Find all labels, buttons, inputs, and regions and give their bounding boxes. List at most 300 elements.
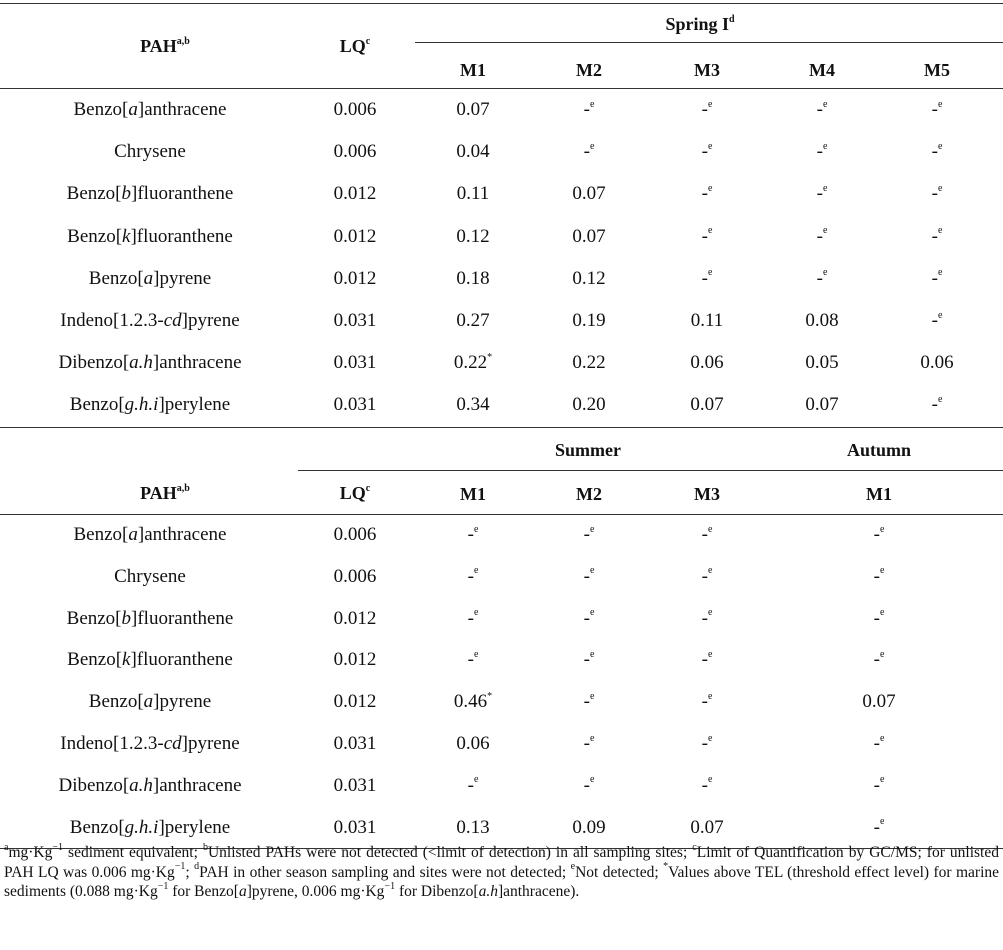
value-cell-block2-6-3 [829, 774, 929, 798]
footnote-part: −1 [157, 880, 169, 892]
value-note: e [822, 183, 828, 195]
value-cell-block1-6-2 [657, 351, 757, 375]
pah-name-pre: Indeno[1.2.3- [60, 310, 164, 331]
value-text: - [583, 733, 590, 754]
value-cell-block2-1-0 [423, 565, 523, 589]
value-text: - [467, 565, 474, 587]
pah-name-pre: Benzo[ [73, 99, 129, 120]
value-note: e [707, 774, 713, 786]
value-cell-block1-2-3 [772, 182, 872, 206]
value-cell-block1-5-0 [423, 309, 523, 333]
value-text: - [816, 141, 823, 163]
value-cell-block1-5-3 [772, 309, 872, 333]
value-note: e [707, 649, 713, 661]
value-cell-block1-5-4 [887, 309, 987, 333]
pah-name-block2-3 [0, 648, 300, 672]
lq-value-block1-5: 0.031 [333, 310, 377, 331]
value-cell-block1-1-2 [657, 140, 757, 164]
value-cell-block2-0-1 [539, 523, 639, 547]
pah-name-pre: Benzo[ [69, 816, 125, 838]
footnote-part: for Dibenzo[ [395, 883, 479, 900]
value-cell-block1-6-1 [539, 351, 639, 375]
value-text: - [583, 774, 590, 796]
value-cell-block1-7-4 [887, 393, 987, 417]
value-note: e [937, 183, 943, 195]
header2-pah [90, 481, 240, 505]
value-cell-block2-7-1 [539, 816, 639, 840]
pah-name-pre: Benzo[ [67, 649, 123, 671]
lq-value-block1-2: 0.012 [333, 183, 377, 205]
value-text: 0.46 [453, 691, 488, 713]
value-text: 0.07 [572, 183, 606, 205]
pah-name-italic: k [122, 225, 131, 247]
value-cell-block1-2-1 [539, 182, 639, 206]
value-text: 0.22 [572, 352, 606, 374]
header-pah-label: PAH [140, 36, 177, 56]
value-text: 0.22 [453, 352, 488, 374]
value-note: e [473, 649, 479, 661]
value-cell-block2-1-3 [829, 565, 929, 589]
pah-name-block1-3 [0, 225, 300, 249]
value-cell-block1-5-1 [539, 309, 639, 333]
value-note: e [589, 98, 595, 110]
value-cell-block2-3-0 [423, 648, 523, 672]
value-text: - [931, 225, 938, 247]
value-note: e [589, 690, 595, 702]
value-cell-block1-7-3 [772, 393, 872, 417]
value-text: - [873, 816, 880, 838]
footnote-part: a [238, 883, 247, 900]
pah-name-block2-1 [0, 565, 300, 589]
value-cell-block1-3-2 [657, 225, 757, 249]
value-note: e [879, 774, 885, 786]
value-text: - [467, 607, 474, 629]
header-pah-sup: a,b [176, 36, 190, 47]
footnote-part: ]pyrene, 0.006 mg·Kg [246, 883, 385, 900]
value-note: e [879, 816, 885, 828]
value-text: 0.20 [572, 394, 606, 416]
value-text: 0.04 [456, 141, 490, 163]
header-pah [90, 34, 240, 58]
value-cell-block2-4-1 [539, 690, 639, 714]
value-text: 0.07 [805, 394, 839, 416]
value-cell-block2-0-3 [829, 523, 929, 547]
block-divider-rule [0, 427, 1003, 428]
value-cell-block2-4-3 [829, 690, 929, 714]
value-text: - [873, 733, 880, 754]
lq-value-block1-6: 0.031 [333, 352, 377, 374]
value-cell-block1-4-3 [772, 267, 872, 291]
lq-value-block2-0: 0.006 [333, 524, 377, 545]
value-note: * [487, 351, 493, 363]
value-note: e [473, 523, 479, 535]
value-text: - [701, 774, 708, 796]
value-text: - [931, 183, 938, 205]
table-footnote [4, 843, 999, 902]
column-header-block1-2: M3 [694, 60, 720, 80]
pah-name-block2-2 [0, 607, 300, 631]
value-note: e [707, 183, 713, 195]
lq-value-block2-4: 0.012 [333, 691, 377, 713]
lq-value-block1-0: 0.006 [333, 99, 377, 120]
value-text: - [701, 733, 708, 754]
pah-name-italic: g.h.i [124, 816, 159, 838]
value-note: e [937, 225, 943, 237]
value-note: e [589, 140, 595, 152]
column-header-block1-0: M1 [460, 60, 486, 80]
value-note: e [879, 523, 885, 535]
value-text: - [931, 99, 938, 120]
value-cell-block1-3-3 [772, 225, 872, 249]
value-cell-block2-6-2 [657, 774, 757, 798]
footnote-part: * [663, 861, 669, 873]
value-note: e [473, 774, 479, 786]
column-header-block2-2: M3 [694, 484, 720, 504]
value-text: - [816, 99, 823, 120]
value-note: e [822, 267, 828, 279]
value-note: e [937, 98, 943, 110]
footnote-part: a.h [478, 883, 498, 900]
pah-name-block2-0 [0, 523, 300, 547]
pah-name-block2-7 [0, 816, 300, 840]
lq-value-block1-7: 0.031 [333, 394, 377, 416]
value-cell-block2-5-1 [539, 732, 639, 756]
value-text: - [701, 183, 708, 205]
value-note: e [937, 140, 943, 152]
value-text: - [583, 607, 590, 629]
pah-name-italic: g.h.i [124, 394, 159, 416]
pah-name-pre: Chrysene [114, 565, 186, 587]
lq-value-block1-4: 0.012 [333, 267, 377, 289]
value-cell-block2-7-0 [423, 816, 523, 840]
spring-group-sup: d [728, 14, 735, 25]
footnote-part: ; [185, 863, 195, 881]
value-note: e [937, 267, 943, 279]
value-cell-block1-0-2 [657, 98, 757, 122]
value-cell-block1-4-4 [887, 267, 987, 291]
value-text: - [873, 565, 880, 587]
value-text: 0.07 [572, 225, 606, 247]
top-rule [0, 3, 1003, 4]
value-text: 0.19 [572, 310, 606, 331]
footnote-part: Not detected; [575, 863, 664, 881]
value-text: - [583, 691, 590, 713]
header1-bottom-rule [0, 88, 1003, 89]
value-note: e [937, 309, 943, 321]
column-header-block2-3: M1 [866, 484, 892, 504]
value-cell-block1-6-3 [772, 351, 872, 375]
footnote-part: d [194, 861, 200, 873]
autumn-group-label: Autumn [846, 440, 912, 460]
value-text: - [931, 141, 938, 163]
value-text: - [816, 225, 823, 247]
value-cell-block1-2-0 [423, 182, 523, 206]
value-text: 0.07 [690, 394, 724, 416]
footnote-part: c [692, 841, 697, 853]
pah-name-block2-4 [0, 690, 300, 714]
value-cell-block1-7-2 [657, 393, 757, 417]
value-note: e [707, 690, 713, 702]
pah-name-italic: a [143, 267, 154, 289]
pah-name-pre: Benzo[ [67, 225, 123, 247]
pah-name-post: ]anthracene [137, 524, 227, 545]
value-text: - [816, 183, 823, 205]
value-note: e [822, 98, 828, 110]
header-lq [305, 34, 405, 58]
lq-value-block2-2: 0.012 [333, 607, 377, 629]
summer-group-label: Summer [555, 440, 621, 460]
value-cell-block1-7-0 [423, 393, 523, 417]
pah-name-pre: Benzo[ [88, 267, 144, 289]
value-text: - [816, 267, 823, 289]
pah-name-post: ]pyrene [153, 691, 212, 713]
pah-name-post: ]fluoranthene [131, 183, 234, 205]
value-text: 0.07 [690, 816, 724, 838]
header2-lq-label: LQ [339, 483, 366, 503]
value-cell-block2-6-0 [423, 774, 523, 798]
value-note: e [473, 565, 479, 577]
value-cell-block2-2-2 [657, 607, 757, 631]
value-cell-block2-4-2 [657, 690, 757, 714]
value-note: e [879, 649, 885, 661]
value-text: 0.11 [456, 183, 490, 205]
value-cell-block2-7-3 [829, 816, 929, 840]
pah-name-block1-4 [0, 267, 300, 291]
value-note: e [707, 140, 713, 152]
value-cell-block2-0-0 [423, 523, 523, 547]
footnote-part: sediment equivalent; [63, 844, 203, 861]
footnote-part: for Benzo[ [168, 883, 239, 900]
value-text: - [583, 99, 590, 120]
value-note: e [707, 565, 713, 577]
value-text: - [701, 225, 708, 247]
value-cell-block2-7-2 [657, 816, 757, 840]
value-text: - [701, 649, 708, 671]
pah-name-block1-5 [0, 309, 300, 333]
pah-name-pre: Benzo[ [66, 183, 122, 205]
value-text: - [583, 565, 590, 587]
value-text: - [701, 565, 708, 587]
value-text: - [583, 649, 590, 671]
value-cell-block1-5-2 [657, 309, 757, 333]
value-cell-block1-7-1 [539, 393, 639, 417]
value-text: - [873, 649, 880, 671]
header-lq-label: LQ [339, 36, 366, 56]
header-spring-group [600, 12, 800, 36]
pah-name-italic: a [128, 99, 138, 120]
lq-value-block2-6: 0.031 [333, 774, 377, 796]
value-text: - [701, 607, 708, 629]
value-text: 0.08 [805, 310, 839, 331]
value-cell-block2-5-3 [829, 732, 929, 756]
pah-name-post: ]perylene [158, 816, 231, 838]
value-note: e [589, 565, 595, 577]
pah-name-pre: Chrysene [114, 141, 186, 163]
value-note: e [937, 394, 943, 406]
value-cell-block1-2-2 [657, 182, 757, 206]
value-cell-block1-1-3 [772, 140, 872, 164]
pah-name-italic: a [128, 524, 138, 545]
pah-name-post: ]anthracene [152, 352, 242, 374]
pah-name-post: ]pyrene [181, 310, 240, 331]
pah-name-italic: b [121, 607, 132, 629]
value-cell-block1-6-4 [887, 351, 987, 375]
value-note: e [707, 732, 713, 744]
value-note: e [473, 607, 479, 619]
pah-name-post: ]anthracene [152, 774, 242, 796]
value-note: e [589, 774, 595, 786]
header2-summer-group [538, 438, 638, 462]
pah-name-post: ]pyrene [181, 733, 240, 754]
value-note: e [589, 732, 595, 744]
pah-name-post: ]anthracene [137, 99, 227, 120]
value-note: e [707, 267, 713, 279]
value-cell-block2-3-1 [539, 648, 639, 672]
spring-group-label: Spring I [665, 14, 729, 34]
value-cell-block1-3-4 [887, 225, 987, 249]
value-text: - [931, 310, 938, 331]
value-text: 0.27 [456, 310, 490, 331]
value-text: - [931, 394, 938, 416]
footnote-part: ]anthracene). [497, 883, 580, 900]
value-note: e [707, 225, 713, 237]
value-note: e [707, 523, 713, 535]
pah-name-pre: Benzo[ [88, 691, 144, 713]
lq-value-block2-7: 0.031 [333, 816, 377, 838]
pah-name-italic: a.h [129, 774, 153, 796]
value-cell-block1-4-0 [423, 267, 523, 291]
value-text: 0.12 [456, 225, 490, 247]
value-text: 0.09 [572, 816, 606, 838]
pah-name-italic: a [143, 691, 154, 713]
value-text: - [701, 524, 708, 545]
value-text: 0.06 [690, 352, 724, 374]
footnote-part: Limit of Quantification by GC/MS; for unlisted PAH LQ was 0.006 mg·Kg [4, 844, 999, 881]
pah-name-post: ]pyrene [153, 267, 212, 289]
pah-name-pre: Benzo[ [66, 607, 122, 629]
value-cell-block2-5-0 [423, 732, 523, 756]
value-text: 0.06 [456, 733, 490, 754]
value-cell-block1-3-0 [423, 225, 523, 249]
footnote-part: PAH in other season sampling and sites were not detected; [199, 863, 571, 881]
value-cell-block2-2-0 [423, 607, 523, 631]
value-text: 0.07 [862, 691, 896, 713]
value-text: - [873, 774, 880, 796]
value-note: e [879, 607, 885, 619]
header2-pah-sup: a,b [176, 483, 190, 494]
column-header-block1-3: M4 [809, 60, 835, 80]
lq-value-block2-1: 0.006 [333, 565, 377, 587]
value-cell-block1-2-4 [887, 182, 987, 206]
pah-name-pre: Dibenzo[ [58, 352, 130, 374]
value-cell-block2-2-1 [539, 607, 639, 631]
value-cell-block2-1-2 [657, 565, 757, 589]
column-header-block2-0: M1 [460, 484, 486, 504]
value-text: 0.06 [920, 352, 954, 374]
footnote-part: e [570, 861, 576, 873]
value-text: - [467, 649, 474, 671]
pah-name-block1-0 [0, 98, 300, 122]
column-header-block1-1: M2 [576, 60, 602, 80]
value-cell-block1-4-1 [539, 267, 639, 291]
value-cell-block2-0-2 [657, 523, 757, 547]
value-cell-block1-1-4 [887, 140, 987, 164]
value-cell-block1-0-1 [539, 98, 639, 122]
value-cell-block2-3-3 [829, 648, 929, 672]
pah-name-italic: k [122, 649, 131, 671]
value-text: 0.13 [456, 816, 490, 838]
value-text: - [701, 267, 708, 289]
value-text: - [873, 607, 880, 629]
lq-value-block2-3: 0.012 [333, 649, 377, 671]
value-cell-block1-1-1 [539, 140, 639, 164]
footnote-part: Unlisted PAHs were not detected (<limit of detection) in all sampling sites; [207, 844, 693, 861]
pah-name-pre: Dibenzo[ [58, 774, 130, 796]
pah-name-italic: a.h [129, 352, 153, 374]
pah-name-block1-6 [0, 351, 300, 375]
value-text: - [583, 141, 590, 163]
pah-name-block1-2 [0, 182, 300, 206]
lq-value-block2-5: 0.031 [333, 733, 377, 754]
value-text: - [467, 774, 474, 796]
value-text: - [583, 524, 590, 545]
value-text: - [701, 99, 708, 120]
header-lq-sup: c [365, 36, 371, 47]
header2-lq-sup: c [365, 483, 371, 494]
lq-value-block1-1: 0.006 [333, 141, 377, 163]
pah-name-post: ]fluoranthene [130, 225, 233, 247]
value-cell-block2-5-2 [657, 732, 757, 756]
pah-name-italic: b [121, 183, 132, 205]
pah-name-block2-6 [0, 774, 300, 798]
header2-group-rule [298, 470, 1003, 471]
pah-name-pre: Indeno[1.2.3- [60, 733, 164, 754]
value-note: e [707, 607, 713, 619]
value-text: - [701, 691, 708, 713]
column-header-block1-4: M5 [924, 60, 950, 80]
header2-pah-label: PAH [140, 483, 177, 503]
value-note: e [589, 607, 595, 619]
pah-name-block1-1 [0, 140, 300, 164]
pah-name-block1-7 [0, 393, 300, 417]
value-text: - [873, 524, 880, 545]
value-text: - [467, 524, 474, 545]
footnote-part: Values above TEL (threshold effect level) for marine sediments (0.088 mg·Kg [4, 863, 1000, 900]
value-text: 0.12 [572, 267, 606, 289]
footnote-part: −1 [384, 880, 396, 892]
value-text: - [701, 141, 708, 163]
value-note: e [822, 225, 828, 237]
pah-name-post: ]fluoranthene [130, 649, 233, 671]
value-cell-block1-1-0 [423, 140, 523, 164]
value-note: e [589, 649, 595, 661]
pah-name-pre: Benzo[ [69, 394, 125, 416]
value-note: * [487, 690, 493, 702]
header2-autumn-group [829, 438, 929, 462]
footnote-part: a [4, 841, 9, 853]
value-text: - [931, 267, 938, 289]
spring-group-rule [415, 42, 1003, 43]
value-note: e [707, 98, 713, 110]
header2-lq [305, 481, 405, 505]
footnote-part: −1 [52, 841, 64, 853]
value-cell-block1-6-0 [423, 351, 523, 375]
value-cell-block1-0-0 [423, 98, 523, 122]
header2-bottom-rule [0, 514, 1003, 515]
footnote-part: −1 [174, 861, 186, 873]
value-cell-block2-2-3 [829, 607, 929, 631]
pah-name-italic: cd [163, 733, 182, 754]
